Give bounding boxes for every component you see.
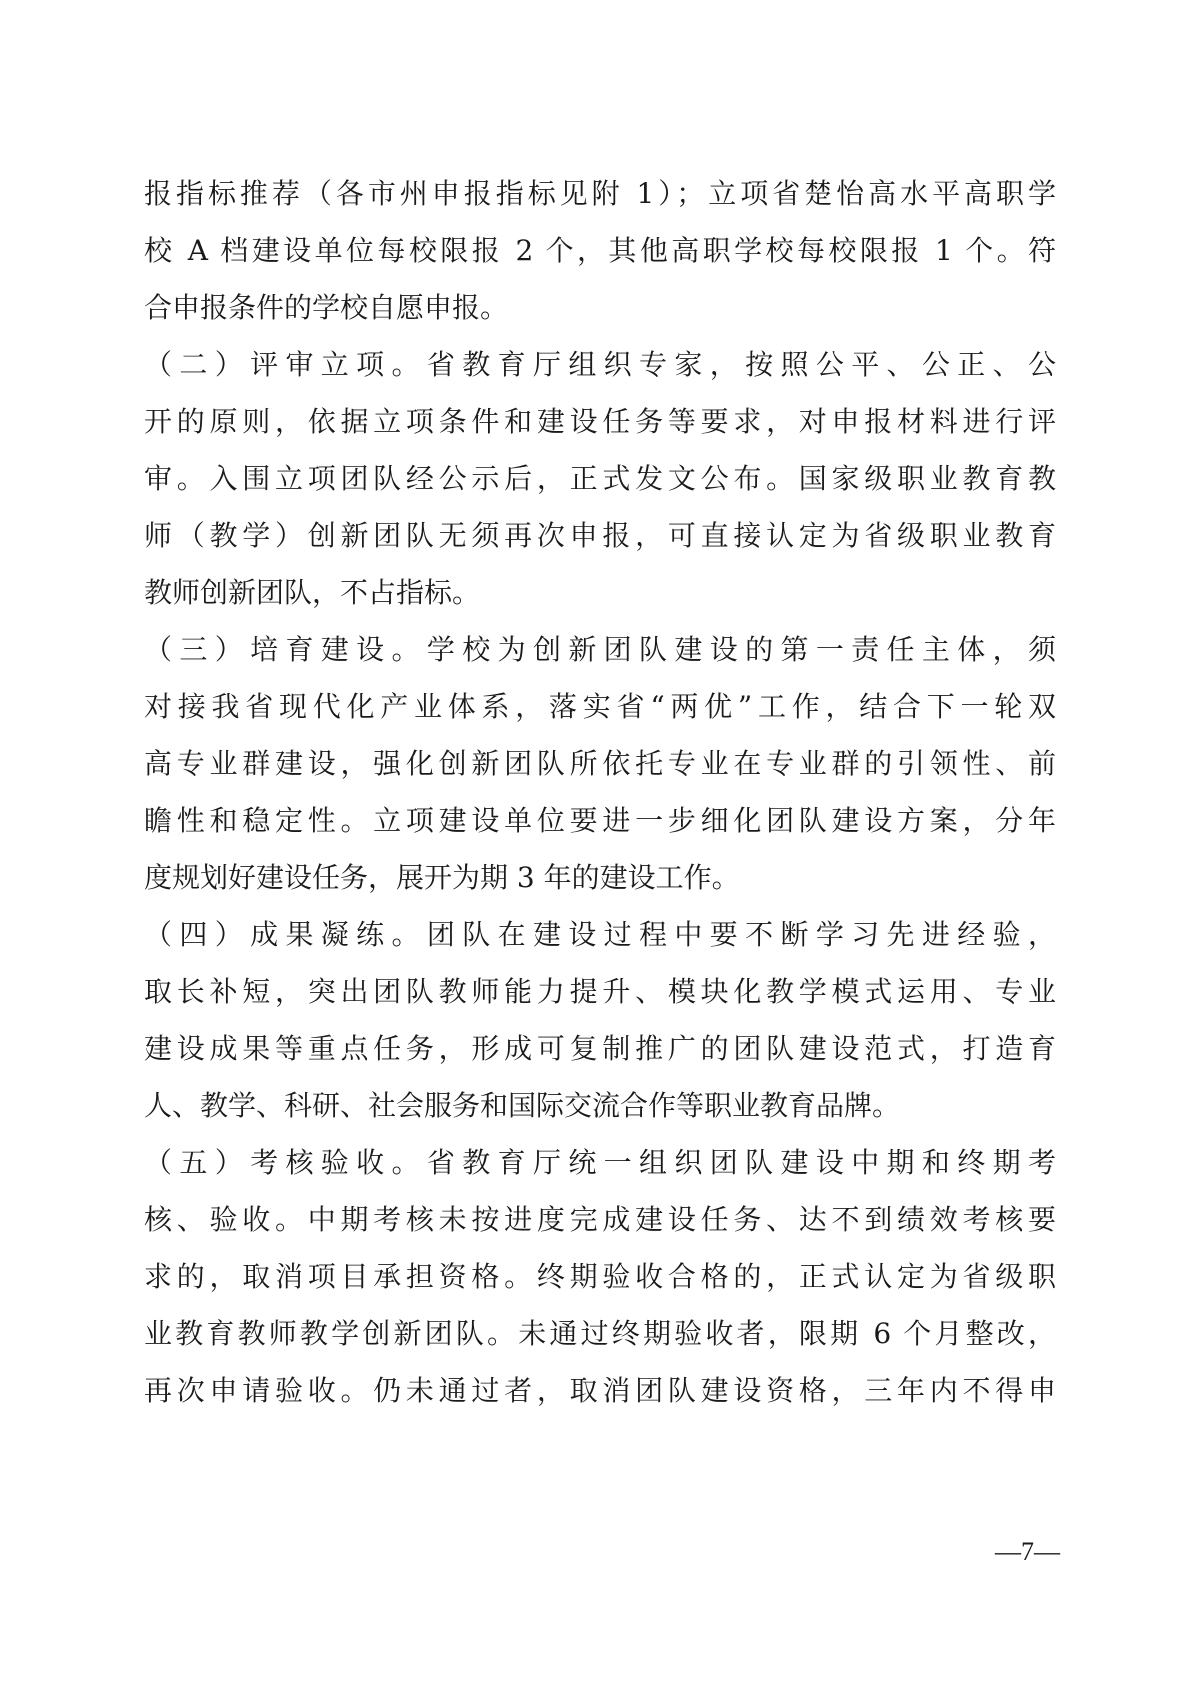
text-line: 度规划好建设任务，展开为期 3 年的建设工作。 [144, 861, 740, 894]
text-line: 教师创新团队，不占指标。 [144, 576, 481, 609]
text-line: 核、验收。中期考核未按进度完成建设任务、达不到绩效考核要 [144, 1203, 1056, 1236]
paragraph-heading-line: （四）成果凝练。团队在建设过程中要不断学习先进经验， [144, 918, 1056, 951]
text-line: 人、教学、科研、社会服务和国际交流合作等职业教育品牌。 [144, 1089, 901, 1122]
text-line: 取长补短，突出团队教师能力提升、模块化教学模式运用、专业 [144, 975, 1056, 1008]
paragraph-heading-line: （三）培育建设。学校为创新团队建设的第一责任主体，须 [144, 633, 1056, 666]
text-line: 高专业群建设，强化创新团队所依托专业在专业群的引领性、前 [144, 747, 1056, 780]
text-line: 求的，取消项目承担资格。终期验收合格的，正式认定为省级职 [144, 1260, 1056, 1293]
text-line: 对接我省现代化产业体系，落实省“两优”工作，结合下一轮双 [144, 690, 1056, 723]
text-line: 合申报条件的学校自愿申报。 [144, 291, 509, 324]
text-line: 业教育教师教学创新团队。未通过终期验收者，限期 6 个月整改， [144, 1317, 1056, 1350]
paragraph-heading-line: （五）考核验收。省教育厅统一组织团队建设中期和终期考 [144, 1146, 1056, 1179]
text-line: 开的原则，依据立项条件和建设任务等要求，对申报材料进行评 [144, 405, 1056, 438]
text-line: 审。入围立项团队经公示后，正式发文公布。国家级职业教育教 [144, 462, 1056, 495]
text-line: 建设成果等重点任务，形成可复制推广的团队建设范式，打造育 [144, 1032, 1056, 1065]
text-line: 再次申请验收。仍未通过者，取消团队建设资格，三年内不得申 [144, 1374, 1056, 1407]
text-line: 报指标推荐（各市州申报指标见附 1）；立项省楚怡高水平高职学 [144, 177, 1056, 210]
page-number: —7— [995, 1537, 1060, 1566]
text-line: 校 A 档建设单位每校限报 2 个，其他高职学校每校限报 1 个。符 [144, 234, 1056, 267]
paragraph-heading-line: （二）评审立项。省教育厅组织专家，按照公平、公正、公 [144, 348, 1056, 381]
text-line: 师（教学）创新团队无须再次申报，可直接认定为省级职业教育 [144, 519, 1056, 552]
text-line: 瞻性和稳定性。立项建设单位要进一步细化团队建设方案，分年 [144, 804, 1056, 837]
